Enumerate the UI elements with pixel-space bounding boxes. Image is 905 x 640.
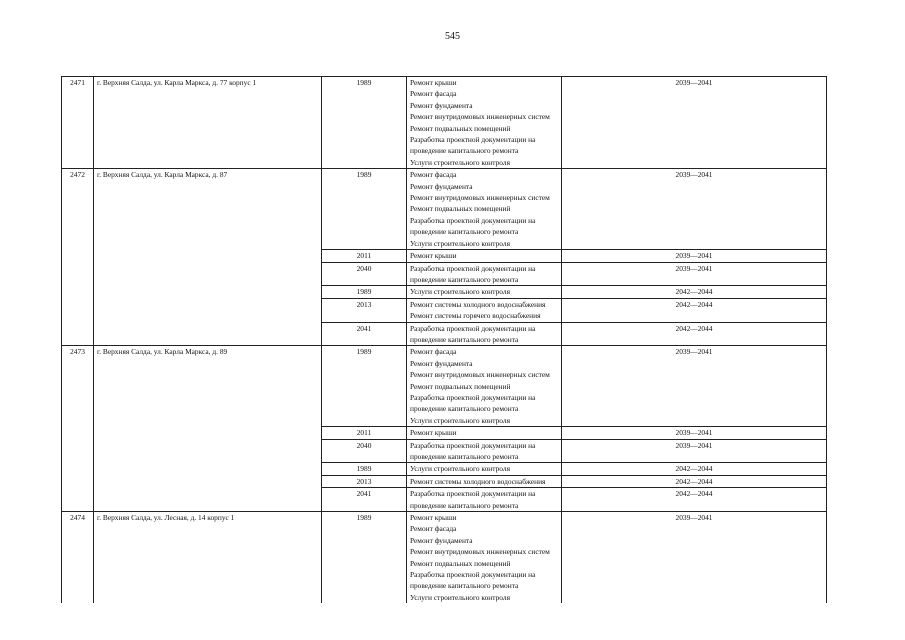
planned-period: 2039—2041 bbox=[562, 77, 827, 169]
work-item: Ремонт фасада bbox=[410, 170, 457, 180]
work-item: Ремонт крыши bbox=[410, 513, 457, 523]
work-item: Ремонт фасада bbox=[410, 347, 457, 357]
planned-period: 2039—2041 bbox=[562, 427, 827, 439]
work-item: проведение капитального ремонта bbox=[410, 274, 519, 284]
works-list bbox=[407, 346, 562, 427]
base-year: 2040 bbox=[322, 262, 407, 286]
building-address: г. Верхняя Салда, ул. Карла Маркса, д. 87 bbox=[94, 169, 322, 346]
table-row bbox=[62, 512, 827, 604]
base-year: 1989 bbox=[322, 169, 407, 250]
works-list bbox=[407, 463, 562, 475]
base-year: 2011 bbox=[322, 427, 407, 439]
works-list bbox=[407, 512, 562, 604]
work-item: Услуги строительного контроля bbox=[410, 287, 510, 297]
base-year: 2013 bbox=[322, 475, 407, 487]
table-row bbox=[62, 169, 827, 250]
work-item: проведение капитального ремонта bbox=[410, 334, 519, 344]
planned-period: 2042—2044 bbox=[562, 488, 827, 512]
planned-period: 2042—2044 bbox=[562, 475, 827, 487]
work-item: Разработка проектной документации на bbox=[410, 440, 536, 450]
work-item: Разработка проектной документации на bbox=[410, 323, 536, 333]
works-list bbox=[407, 439, 562, 463]
planned-period: 2042—2044 bbox=[562, 322, 827, 346]
base-year: 1989 bbox=[322, 286, 407, 298]
work-item: Услуги строительного контроля bbox=[410, 415, 510, 425]
work-item: Ремонт фундамента bbox=[410, 535, 473, 545]
work-item: проведение капитального ремонта bbox=[410, 404, 519, 414]
base-year: 2013 bbox=[322, 298, 407, 322]
planned-period: 2042—2044 bbox=[562, 286, 827, 298]
base-year: 1989 bbox=[322, 346, 407, 427]
planned-period: 2042—2044 bbox=[562, 463, 827, 475]
work-item: проведение капитального ремонта bbox=[410, 500, 519, 510]
work-item: Ремонт фундамента bbox=[410, 358, 473, 368]
works-list bbox=[407, 427, 562, 439]
table-row bbox=[62, 346, 827, 427]
work-item: Разработка проектной документации на bbox=[410, 135, 536, 145]
base-year: 2040 bbox=[322, 439, 407, 463]
building-address: г. Верхняя Салда, ул. Лесная, д. 14 корпус 1 bbox=[94, 512, 322, 604]
work-item: Услуги строительного контроля bbox=[410, 157, 510, 167]
work-item: Разработка проектной документации на bbox=[410, 263, 536, 273]
work-item: Разработка проектной документации на bbox=[410, 570, 536, 580]
work-item: Ремонт системы горячего водоснабжения bbox=[410, 311, 541, 321]
planned-period: 2039—2041 bbox=[562, 250, 827, 262]
base-year: 1989 bbox=[322, 463, 407, 475]
building-address: г. Верхняя Салда, ул. Карла Маркса, д. 77 корпус 1 bbox=[94, 77, 322, 169]
works-list bbox=[407, 322, 562, 346]
base-year: 2011 bbox=[322, 250, 407, 262]
planned-period: 2039—2041 bbox=[562, 262, 827, 286]
works-list bbox=[407, 169, 562, 250]
works-list bbox=[407, 77, 562, 169]
work-item: Ремонт подвальных помещений bbox=[410, 558, 511, 568]
work-item: Разработка проектной документации на bbox=[410, 215, 536, 225]
work-item: Ремонт системы холодного водоснабжения bbox=[410, 299, 546, 309]
work-item: Ремонт фасада bbox=[410, 89, 457, 99]
work-item: Ремонт подвальных помещений bbox=[410, 123, 511, 133]
work-item: Ремонт крыши bbox=[410, 78, 457, 87]
work-item: Разработка проектной документации на bbox=[410, 489, 536, 499]
work-item: Ремонт внутридомовых инженерных систем bbox=[410, 547, 550, 557]
work-item: Ремонт внутридомовых инженерных систем bbox=[410, 193, 550, 203]
page-number: 545 bbox=[445, 31, 460, 42]
building-address: г. Верхняя Салда, ул. Карла Маркса, д. 89 bbox=[94, 346, 322, 512]
work-item: Ремонт крыши bbox=[410, 251, 457, 261]
row-number: 2473 bbox=[62, 346, 94, 512]
planned-period: 2039—2041 bbox=[562, 439, 827, 463]
works-list bbox=[407, 488, 562, 512]
works-list bbox=[407, 298, 562, 322]
planned-period: 2039—2041 bbox=[562, 512, 827, 604]
work-item: Услуги строительного контроля bbox=[410, 238, 510, 248]
planned-period: 2039—2041 bbox=[562, 346, 827, 427]
works-list bbox=[407, 250, 562, 262]
work-item: проведение капитального ремонта bbox=[410, 581, 519, 591]
work-item: Услуги строительного контроля bbox=[410, 592, 510, 602]
row-number: 2474 bbox=[62, 512, 94, 604]
work-item: Ремонт фундамента bbox=[410, 100, 473, 110]
work-item: Услуги строительного контроля bbox=[410, 464, 510, 474]
works-list bbox=[407, 262, 562, 286]
base-year: 2041 bbox=[322, 322, 407, 346]
base-year: 1989 bbox=[322, 77, 407, 169]
work-item: проведение капитального ремонта bbox=[410, 146, 519, 156]
work-item: Ремонт подвальных помещений bbox=[410, 204, 511, 214]
work-item: Ремонт системы холодного водоснабжения bbox=[410, 476, 546, 486]
planned-period: 2042—2044 bbox=[562, 298, 827, 322]
works-list bbox=[407, 475, 562, 487]
base-year: 1989 bbox=[322, 512, 407, 604]
row-number: 2472 bbox=[62, 169, 94, 346]
planned-period: 2039—2041 bbox=[562, 169, 827, 250]
work-item: Ремонт внутридомовых инженерных систем bbox=[410, 370, 550, 380]
table-row bbox=[62, 77, 827, 169]
work-item: проведение капитального ремонта bbox=[410, 452, 519, 461]
work-item: Ремонт крыши bbox=[410, 428, 457, 438]
works-list bbox=[407, 286, 562, 298]
work-item: Разработка проектной документации на bbox=[410, 392, 536, 402]
row-number: 2471 bbox=[62, 77, 94, 169]
work-item: Ремонт внутридомовых инженерных систем bbox=[410, 112, 550, 122]
repair-schedule-table bbox=[61, 76, 827, 603]
base-year: 2041 bbox=[322, 488, 407, 512]
work-item: Ремонт фасада bbox=[410, 524, 457, 534]
work-item: проведение капитального ремонта bbox=[410, 227, 519, 237]
work-item: Ремонт фундамента bbox=[410, 181, 473, 191]
work-item: Ремонт подвальных помещений bbox=[410, 381, 511, 391]
